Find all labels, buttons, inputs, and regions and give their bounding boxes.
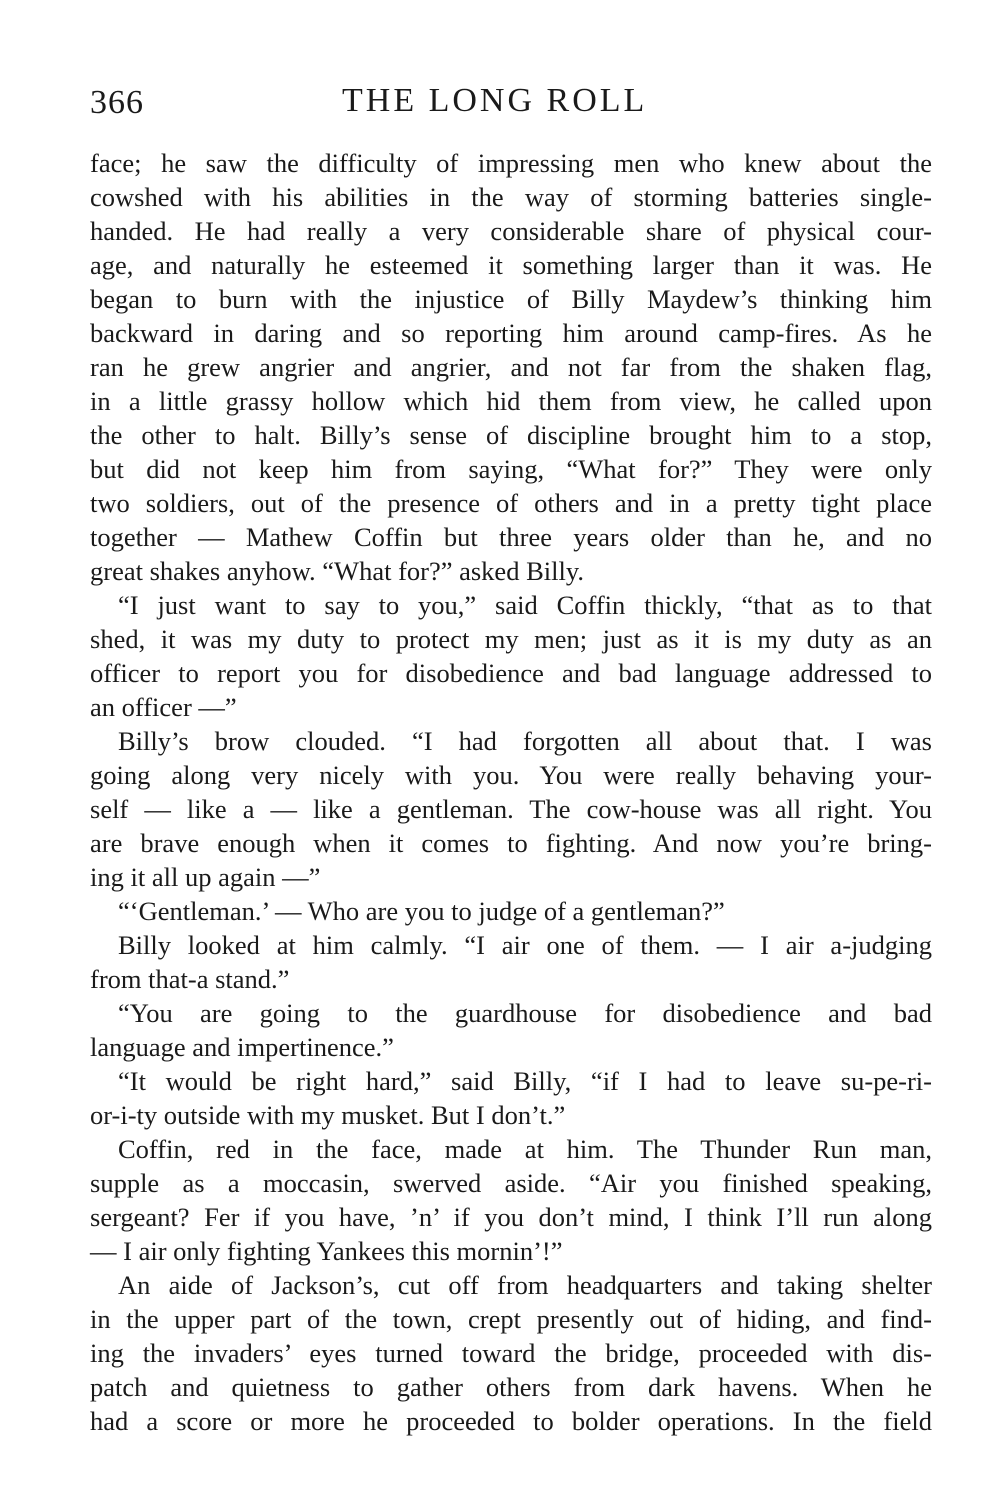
running-title: THE LONG ROLL <box>342 82 648 119</box>
text-line: had a score or more he proceeded to bolder operations. In the field <box>90 1406 932 1436</box>
text-line: backward in daring and so reporting him around camp-fires. As he <box>90 318 932 348</box>
text-line: going along very nicely with you. You were really behaving your- <box>90 760 932 790</box>
text-line: two soldiers, out of the presence of others and in a pretty tight place <box>90 488 932 518</box>
text-line: Billy looked at him calmly. “I air one of them. — I air a-judging <box>118 930 932 960</box>
text-line: “I just want to say to you,” said Coffin thickly, “that as to that <box>118 590 932 620</box>
text-line: ing it all up again —” <box>90 862 321 892</box>
text-line: or-i-ty outside with my musket. But I don’t.” <box>90 1100 566 1130</box>
text-line: an officer —” <box>90 692 237 722</box>
page-number: 366 <box>90 84 144 121</box>
text-line: sergeant? Fer if you have, ’n’ if you don’t mind, I think I’ll run along <box>90 1202 932 1232</box>
text-line: face; he saw the difficulty of impressing men who knew about the <box>90 148 932 178</box>
text-line: An aide of Jackson’s, cut off from headquarters and taking shelter <box>118 1270 932 1300</box>
body-text <box>90 146 932 1438</box>
text-line: great shakes anyhow. “What for?” asked Billy. <box>90 556 584 586</box>
text-line: but did not keep him from saying, “What for?” They were only <box>90 454 932 484</box>
text-line: Coffin, red in the face, made at him. The Thunder Run man, <box>118 1134 932 1164</box>
text-line: Billy’s brow clouded. “I had forgotten all about that. I was <box>118 726 932 756</box>
text-line: ran he grew angrier and angrier, and not far from the shaken flag, <box>90 352 932 382</box>
text-line: began to burn with the injustice of Billy Maydew’s thinking him <box>90 284 932 314</box>
text-line: in a little grassy hollow which hid them from view, he called upon <box>90 386 932 416</box>
text-line: are brave enough when it comes to fighting. And now you’re bring- <box>90 828 932 858</box>
book-page <box>90 78 932 1438</box>
text-line: cowshed with his abilities in the way of storming batteries single- <box>90 182 932 212</box>
text-line: handed. He had really a very considerable share of physical cour- <box>90 216 932 246</box>
text-line: age, and naturally he esteemed it something larger than it was. He <box>90 250 932 280</box>
text-line: language and impertinence.” <box>90 1032 394 1062</box>
text-line: “It would be right hard,” said Billy, “if I had to leave su-pe-ri- <box>118 1066 932 1096</box>
text-line: “‘Gentleman.’ — Who are you to judge of a gentleman?” <box>118 896 725 926</box>
text-line: self — like a — like a gentleman. The cow-house was all right. You <box>90 794 932 824</box>
text-line: ing the invaders’ eyes turned toward the bridge, proceeded with dis- <box>90 1338 932 1368</box>
text-line: from that-a stand.” <box>90 964 290 994</box>
text-line: “You are going to the guardhouse for disobedience and bad <box>118 998 932 1028</box>
text-line: the other to halt. Billy’s sense of discipline brought him to a stop, <box>90 420 932 450</box>
text-line: officer to report you for disobedience and bad language addressed to <box>90 658 932 688</box>
text-line: — I air only fighting Yankees this mornin’!” <box>90 1236 563 1266</box>
text-line: supple as a moccasin, swerved aside. “Air you finished speaking, <box>90 1168 932 1198</box>
text-line: shed, it was my duty to protect my men; just as it is my duty as an <box>90 624 932 654</box>
text-line: patch and quietness to gather others from dark havens. When he <box>90 1372 932 1402</box>
page-header <box>90 78 932 134</box>
text-line: in the upper part of the town, crept presently out of hiding, and find- <box>90 1304 932 1334</box>
text-line: together — Mathew Coffin but three years older than he, and no <box>90 522 932 552</box>
